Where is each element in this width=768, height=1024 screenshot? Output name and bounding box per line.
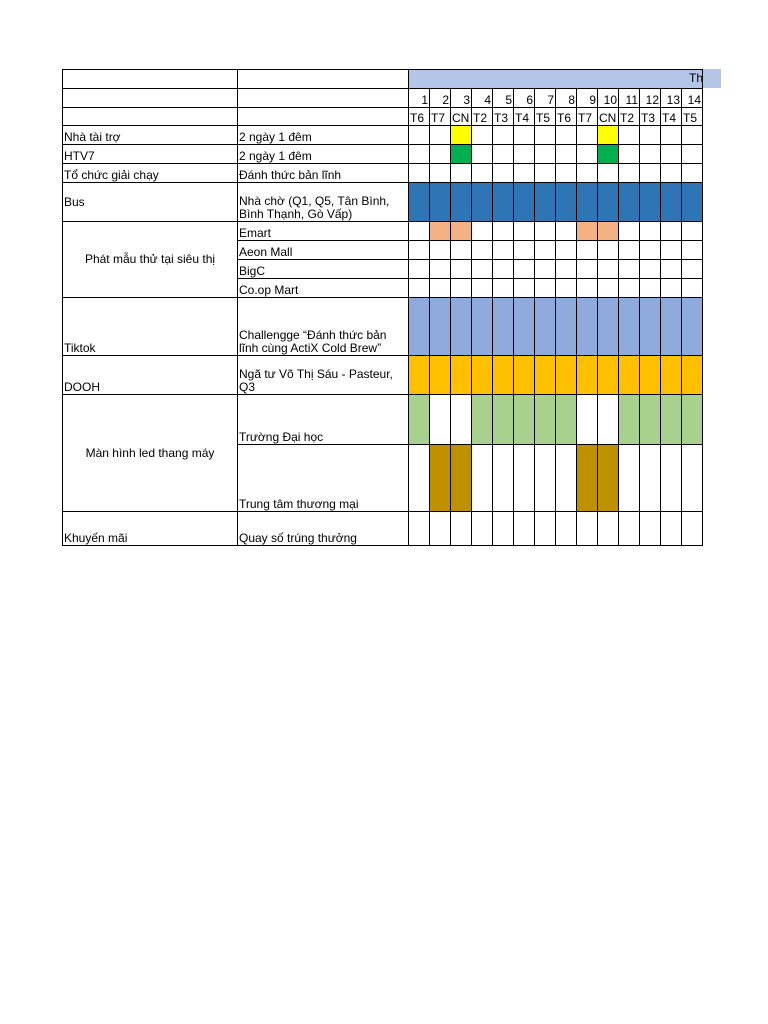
schedule-cell-active[interactable] xyxy=(514,395,535,445)
detail-cell[interactable]: BigC xyxy=(238,260,409,279)
schedule-cell[interactable] xyxy=(535,145,556,164)
schedule-cell-active[interactable] xyxy=(661,356,682,395)
category-cell[interactable]: Khuyến mãi xyxy=(63,512,238,546)
category-cell[interactable]: Bus xyxy=(63,183,238,222)
schedule-cell[interactable] xyxy=(472,260,493,279)
schedule-cell[interactable] xyxy=(472,145,493,164)
weekday-cell[interactable]: T4 xyxy=(661,108,682,126)
schedule-cell[interactable] xyxy=(472,222,493,241)
schedule-cell-active[interactable] xyxy=(682,356,703,395)
weekday-cell[interactable]: T6 xyxy=(409,108,430,126)
schedule-cell[interactable] xyxy=(577,260,598,279)
schedule-cell-active[interactable] xyxy=(493,298,514,356)
schedule-cell[interactable] xyxy=(640,126,661,145)
schedule-cell[interactable] xyxy=(409,145,430,164)
date-cell[interactable]: 8 xyxy=(556,89,577,108)
schedule-cell-active[interactable] xyxy=(451,445,472,512)
schedule-cell[interactable] xyxy=(682,445,703,512)
schedule-cell[interactable] xyxy=(640,222,661,241)
schedule-cell[interactable] xyxy=(661,260,682,279)
schedule-cell-active[interactable] xyxy=(514,356,535,395)
schedule-cell-active[interactable] xyxy=(472,183,493,222)
schedule-cell[interactable] xyxy=(619,445,640,512)
schedule-cell[interactable] xyxy=(556,126,577,145)
schedule-cell-active[interactable] xyxy=(577,445,598,512)
schedule-cell[interactable] xyxy=(409,445,430,512)
weekday-cell[interactable]: T2 xyxy=(619,108,640,126)
schedule-cell[interactable] xyxy=(640,164,661,183)
schedule-cell[interactable] xyxy=(556,512,577,546)
weekday-cell[interactable]: T7 xyxy=(577,108,598,126)
schedule-cell-active[interactable] xyxy=(577,183,598,222)
detail-cell[interactable]: Đánh thức bản lĩnh xyxy=(238,164,409,183)
detail-cell[interactable]: Aeon Mall xyxy=(238,241,409,260)
schedule-cell-active[interactable] xyxy=(493,356,514,395)
schedule-cell[interactable] xyxy=(556,260,577,279)
schedule-cell[interactable] xyxy=(640,445,661,512)
schedule-cell[interactable] xyxy=(493,445,514,512)
weekday-cell[interactable]: T2 xyxy=(472,108,493,126)
detail-cell[interactable]: Emart xyxy=(238,222,409,241)
schedule-row xyxy=(63,356,703,395)
schedule-cell[interactable] xyxy=(598,279,619,298)
schedule-cell[interactable] xyxy=(493,279,514,298)
date-cell[interactable]: 9 xyxy=(577,89,598,108)
schedule-cell[interactable] xyxy=(682,241,703,260)
schedule-cell[interactable] xyxy=(514,145,535,164)
schedule-cell[interactable] xyxy=(472,126,493,145)
schedule-cell[interactable] xyxy=(640,279,661,298)
weekday-cell[interactable]: T3 xyxy=(640,108,661,126)
schedule-cell-active[interactable] xyxy=(598,222,619,241)
month-label: Th xyxy=(688,71,703,85)
date-cell[interactable]: 11 xyxy=(619,89,640,108)
schedule-cell-active[interactable] xyxy=(451,356,472,395)
schedule-cell-active[interactable] xyxy=(598,298,619,356)
schedule-cell-active[interactable] xyxy=(535,298,556,356)
schedule-cell-active[interactable] xyxy=(640,298,661,356)
schedule-cell[interactable] xyxy=(598,260,619,279)
schedule-cell[interactable] xyxy=(682,145,703,164)
detail-cell[interactable]: Ngã tư Võ Thị Sáu - Pasteur, Q3 xyxy=(238,356,409,395)
schedule-cell[interactable] xyxy=(619,279,640,298)
weekday-cell[interactable]: CN xyxy=(451,108,472,126)
category-cell[interactable]: Tổ chức giải chạy xyxy=(63,164,238,183)
schedule-row xyxy=(63,164,703,183)
schedule-cell[interactable] xyxy=(640,241,661,260)
schedule-cell-active[interactable] xyxy=(682,298,703,356)
schedule-cell[interactable] xyxy=(535,445,556,512)
detail-cell[interactable]: Trường Đại học xyxy=(238,395,409,445)
schedule-cell-active[interactable] xyxy=(619,183,640,222)
schedule-cell[interactable] xyxy=(493,222,514,241)
schedule-cell-active[interactable] xyxy=(556,395,577,445)
schedule-cell[interactable] xyxy=(598,164,619,183)
schedule-cell[interactable] xyxy=(577,512,598,546)
schedule-cell[interactable] xyxy=(619,241,640,260)
schedule-cell[interactable] xyxy=(619,164,640,183)
schedule-cell-active[interactable] xyxy=(556,183,577,222)
schedule-cell[interactable] xyxy=(535,164,556,183)
schedule-cell[interactable] xyxy=(682,279,703,298)
detail-cell[interactable]: Quay số trúng thưởng xyxy=(238,512,409,546)
header-cell-detail[interactable] xyxy=(238,70,409,89)
schedule-row xyxy=(63,512,703,546)
schedule-cell[interactable] xyxy=(493,164,514,183)
schedule-cell[interactable] xyxy=(619,512,640,546)
schedule-cell[interactable] xyxy=(493,126,514,145)
schedule-cell-active[interactable] xyxy=(661,395,682,445)
schedule-cell-active[interactable] xyxy=(598,356,619,395)
schedule-cell-active[interactable] xyxy=(640,395,661,445)
schedule-cell[interactable] xyxy=(535,222,556,241)
weekday-cell[interactable]: T5 xyxy=(682,108,703,126)
schedule-cell-active[interactable] xyxy=(535,356,556,395)
schedule-cell[interactable] xyxy=(493,145,514,164)
detail-cell[interactable]: 2 ngày 1 đêm xyxy=(238,145,409,164)
schedule-cell[interactable] xyxy=(451,164,472,183)
schedule-cell-active[interactable] xyxy=(598,126,619,145)
schedule-cell[interactable] xyxy=(535,279,556,298)
category-cell[interactable]: Màn hình led thang máy xyxy=(63,395,238,512)
schedule-cell[interactable] xyxy=(409,126,430,145)
schedule-cell[interactable] xyxy=(619,145,640,164)
schedule-cell[interactable] xyxy=(661,126,682,145)
schedule-cell-active[interactable] xyxy=(409,183,430,222)
campaign-schedule-table xyxy=(62,69,703,546)
weekday-cell[interactable]: T6 xyxy=(556,108,577,126)
schedule-cell-active[interactable] xyxy=(619,356,640,395)
schedule-cell[interactable] xyxy=(451,279,472,298)
schedule-cell-active[interactable] xyxy=(556,356,577,395)
schedule-cell[interactable] xyxy=(493,512,514,546)
header-cell-detail[interactable] xyxy=(238,108,409,126)
schedule-cell[interactable] xyxy=(535,512,556,546)
schedule-cell[interactable] xyxy=(598,395,619,445)
schedule-cell-active[interactable] xyxy=(682,395,703,445)
header-cell-category[interactable] xyxy=(63,89,238,108)
schedule-cell[interactable] xyxy=(598,512,619,546)
schedule-cell[interactable] xyxy=(682,222,703,241)
schedule-cell[interactable] xyxy=(430,279,451,298)
schedule-cell-active[interactable] xyxy=(640,356,661,395)
schedule-cell[interactable] xyxy=(472,445,493,512)
detail-cell[interactable]: 2 ngày 1 đêm xyxy=(238,126,409,145)
schedule-cell[interactable] xyxy=(430,395,451,445)
schedule-cell[interactable] xyxy=(577,395,598,445)
schedule-cell-active[interactable] xyxy=(661,183,682,222)
schedule-cell-active[interactable] xyxy=(472,395,493,445)
schedule-cell[interactable] xyxy=(556,241,577,260)
schedule-cell[interactable] xyxy=(577,145,598,164)
schedule-cell-active[interactable] xyxy=(430,356,451,395)
schedule-cell[interactable] xyxy=(640,512,661,546)
schedule-cell[interactable] xyxy=(577,126,598,145)
date-cell[interactable]: 3 xyxy=(451,89,472,108)
schedule-cell-active[interactable] xyxy=(472,298,493,356)
schedule-cell[interactable] xyxy=(535,241,556,260)
schedule-cell[interactable] xyxy=(430,126,451,145)
detail-cell[interactable]: Trung tâm thương mại xyxy=(238,445,409,512)
category-cell[interactable]: Phát mẫu thử tại siêu thị xyxy=(63,222,238,298)
schedule-cell[interactable] xyxy=(535,126,556,145)
schedule-cell[interactable] xyxy=(514,164,535,183)
header-row-weekdays xyxy=(63,108,703,126)
schedule-cell-active[interactable] xyxy=(451,298,472,356)
date-cell[interactable]: 13 xyxy=(661,89,682,108)
schedule-cell[interactable] xyxy=(598,241,619,260)
schedule-cell[interactable] xyxy=(535,260,556,279)
schedule-cell-active[interactable] xyxy=(493,395,514,445)
schedule-cell-active[interactable] xyxy=(682,183,703,222)
schedule-cell-active[interactable] xyxy=(451,145,472,164)
date-cell[interactable]: 4 xyxy=(472,89,493,108)
date-cell[interactable]: 12 xyxy=(640,89,661,108)
schedule-cell-active[interactable] xyxy=(409,395,430,445)
schedule-cell[interactable] xyxy=(430,512,451,546)
schedule-cell[interactable] xyxy=(556,445,577,512)
schedule-row xyxy=(63,395,703,445)
schedule-row xyxy=(63,145,703,164)
schedule-cell[interactable] xyxy=(472,279,493,298)
schedule-cell[interactable] xyxy=(472,241,493,260)
schedule-cell[interactable] xyxy=(472,164,493,183)
schedule-cell-active[interactable] xyxy=(409,298,430,356)
header-cell-category[interactable] xyxy=(63,70,238,89)
schedule-cell[interactable] xyxy=(409,222,430,241)
schedule-cell[interactable] xyxy=(493,241,514,260)
month-cell[interactable] xyxy=(409,70,703,89)
schedule-cell[interactable] xyxy=(661,445,682,512)
schedule-cell[interactable] xyxy=(619,260,640,279)
schedule-cell[interactable] xyxy=(409,241,430,260)
weekday-cell[interactable]: T3 xyxy=(493,108,514,126)
detail-cell[interactable]: Challengge “Đánh thức bản lĩnh cùng ActiX Cold Brew” xyxy=(238,298,409,356)
schedule-cell[interactable] xyxy=(619,222,640,241)
schedule-cell[interactable] xyxy=(451,512,472,546)
schedule-cell[interactable] xyxy=(409,512,430,546)
schedule-cell-active[interactable] xyxy=(514,298,535,356)
schedule-cell-active[interactable] xyxy=(472,356,493,395)
schedule-cell[interactable] xyxy=(409,279,430,298)
schedule-cell-active[interactable] xyxy=(598,183,619,222)
schedule-cell[interactable] xyxy=(682,260,703,279)
date-cell[interactable]: 2 xyxy=(430,89,451,108)
schedule-cell-active[interactable] xyxy=(640,183,661,222)
schedule-row xyxy=(63,222,703,241)
schedule-cell-active[interactable] xyxy=(619,395,640,445)
schedule-cell-active[interactable] xyxy=(556,298,577,356)
category-cell[interactable]: Tiktok xyxy=(63,298,238,356)
schedule-cell-active[interactable] xyxy=(619,298,640,356)
schedule-cell[interactable] xyxy=(493,260,514,279)
schedule-cell-active[interactable] xyxy=(451,183,472,222)
detail-cell[interactable]: Nhà chờ (Q1, Q5, Tân Bình, Bình Thạnh, Gò Vấp) xyxy=(238,183,409,222)
schedule-cell-active[interactable] xyxy=(535,183,556,222)
schedule-cell[interactable] xyxy=(514,126,535,145)
schedule-cell-active[interactable] xyxy=(430,222,451,241)
schedule-cell-active[interactable] xyxy=(451,126,472,145)
category-cell[interactable]: DOOH xyxy=(63,356,238,395)
schedule-cell[interactable] xyxy=(640,145,661,164)
schedule-cell-active[interactable] xyxy=(577,298,598,356)
schedule-cell[interactable] xyxy=(514,241,535,260)
schedule-cell[interactable] xyxy=(661,164,682,183)
schedule-cell-active[interactable] xyxy=(577,222,598,241)
schedule-cell[interactable] xyxy=(514,512,535,546)
weekday-cell[interactable]: T5 xyxy=(535,108,556,126)
schedule-cell[interactable] xyxy=(661,279,682,298)
weekday-cell[interactable]: CN xyxy=(598,108,619,126)
header-row-dates xyxy=(63,89,703,108)
category-cell[interactable]: Nhà tài trợ xyxy=(63,126,238,145)
schedule-cell[interactable] xyxy=(682,126,703,145)
schedule-cell-active[interactable] xyxy=(430,183,451,222)
schedule-cell[interactable] xyxy=(514,445,535,512)
schedule-cell[interactable] xyxy=(619,126,640,145)
schedule-cell-active[interactable] xyxy=(598,445,619,512)
schedule-cell-active[interactable] xyxy=(535,395,556,445)
schedule-cell[interactable] xyxy=(556,164,577,183)
date-cell[interactable]: 6 xyxy=(514,89,535,108)
header-cell-category[interactable] xyxy=(63,108,238,126)
schedule-cell[interactable] xyxy=(661,222,682,241)
schedule-cell[interactable] xyxy=(514,279,535,298)
schedule-cell[interactable] xyxy=(682,164,703,183)
header-cell-detail[interactable] xyxy=(238,89,409,108)
schedule-cell-active[interactable] xyxy=(430,298,451,356)
schedule-cell[interactable] xyxy=(430,145,451,164)
schedule-cell[interactable] xyxy=(661,145,682,164)
schedule-cell-active[interactable] xyxy=(598,145,619,164)
schedule-cell[interactable] xyxy=(577,279,598,298)
date-cell[interactable]: 10 xyxy=(598,89,619,108)
schedule-cell[interactable] xyxy=(430,164,451,183)
date-cell[interactable]: 1 xyxy=(409,89,430,108)
schedule-cell[interactable] xyxy=(661,512,682,546)
schedule-cell[interactable] xyxy=(556,145,577,164)
weekday-cell[interactable]: T7 xyxy=(430,108,451,126)
weekday-cell[interactable]: T4 xyxy=(514,108,535,126)
schedule-cell[interactable] xyxy=(430,260,451,279)
date-cell[interactable]: 7 xyxy=(535,89,556,108)
schedule-cell[interactable] xyxy=(577,241,598,260)
schedule-cell-active[interactable] xyxy=(661,298,682,356)
category-cell[interactable]: HTV7 xyxy=(63,145,238,164)
schedule-cell[interactable] xyxy=(682,512,703,546)
date-cell[interactable]: 14 xyxy=(682,89,703,108)
schedule-row xyxy=(63,298,703,356)
schedule-cell[interactable] xyxy=(451,260,472,279)
schedule-cell[interactable] xyxy=(472,512,493,546)
schedule-cell[interactable] xyxy=(556,279,577,298)
schedule-cell-active[interactable] xyxy=(409,356,430,395)
header-row-month xyxy=(63,70,703,89)
schedule-cell[interactable] xyxy=(661,241,682,260)
schedule-cell[interactable] xyxy=(556,222,577,241)
schedule-cell-active[interactable] xyxy=(493,183,514,222)
schedule-cell-active[interactable] xyxy=(514,183,535,222)
schedule-cell-active[interactable] xyxy=(430,445,451,512)
schedule-cell[interactable] xyxy=(430,241,451,260)
detail-cell[interactable]: Co.op Mart xyxy=(238,279,409,298)
date-cell[interactable]: 5 xyxy=(493,89,514,108)
schedule-cell-active[interactable] xyxy=(451,222,472,241)
schedule-row xyxy=(63,183,703,222)
schedule-cell[interactable] xyxy=(409,164,430,183)
schedule-cell[interactable] xyxy=(451,395,472,445)
schedule-cell[interactable] xyxy=(640,260,661,279)
schedule-cell[interactable] xyxy=(451,241,472,260)
schedule-cell[interactable] xyxy=(409,260,430,279)
schedule-cell[interactable] xyxy=(514,260,535,279)
schedule-cell[interactable] xyxy=(577,164,598,183)
schedule-cell[interactable] xyxy=(514,222,535,241)
schedule-cell-active[interactable] xyxy=(577,356,598,395)
schedule-row xyxy=(63,126,703,145)
